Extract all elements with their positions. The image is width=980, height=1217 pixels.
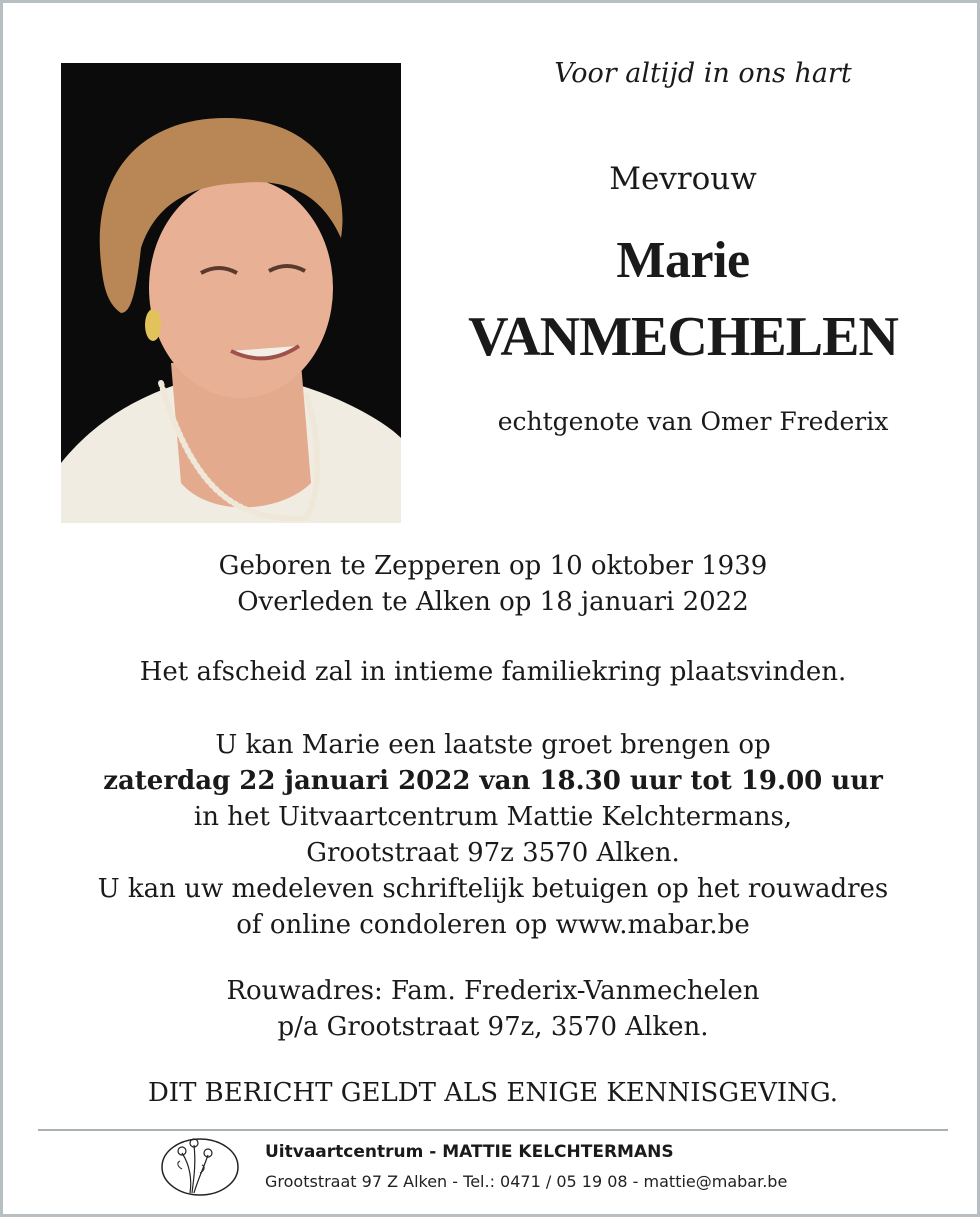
- visitation-info: [23, 727, 963, 943]
- life-dates: [23, 548, 963, 620]
- motto: Voor altijd in ons hart: [554, 58, 852, 89]
- last-name: VANMECHELEN: [468, 306, 898, 368]
- online-condolence: of online condoleren op www.mabar.be: [236, 910, 750, 940]
- birth-line: Geboren te Zepperen op 10 oktober 1939: [218, 551, 768, 581]
- visit-address: Grootstraat 97z 3570 Alken.: [306, 838, 680, 868]
- mourning-address: [23, 973, 963, 1045]
- address-line-2: p/a Grootstraat 97z, 3570 Alken.: [277, 1012, 709, 1042]
- flower-bouquet-icon: [160, 1135, 244, 1197]
- first-name: Marie: [616, 232, 750, 289]
- footer-divider: [38, 1129, 948, 1131]
- funeral-home-contact: Grootstraat 97 Z Alken - Tel.: 0471 / 05 19 08 - mattie@mabar.be: [265, 1172, 788, 1191]
- spouse-line: echtgenote van Omer Frederix: [497, 407, 889, 436]
- honorific: Mevrouw: [609, 161, 757, 197]
- condolence-info: U kan uw medeleven schriftelijk betuigen op het rouwadres: [97, 874, 889, 904]
- closing-statement: DIT BERICHT GELDT ALS ENIGE KENNISGEVING.: [147, 1078, 839, 1108]
- funeral-home-name: Uitvaartcentrum - MATTIE KELCHTERMANS: [265, 1142, 674, 1162]
- address-line-1: Rouwadres: Fam. Frederix-Vanmechelen: [226, 976, 760, 1006]
- portrait-photo: [61, 63, 401, 523]
- visit-date: zaterdag 22 januari 2022 van 18.30 uur tot 19.00 uur: [103, 766, 883, 796]
- farewell-notice: [23, 654, 963, 690]
- visit-intro: U kan Marie een laatste groet brengen op: [215, 730, 771, 760]
- visit-location: in het Uitvaartcentrum Mattie Kelchtermans,: [193, 802, 793, 832]
- portrait-illustration: [61, 63, 401, 523]
- death-line: Overleden te Alken op 18 januari 2022: [237, 587, 749, 617]
- farewell-line: Het afscheid zal in intieme familiekring plaatsvinden.: [139, 657, 847, 687]
